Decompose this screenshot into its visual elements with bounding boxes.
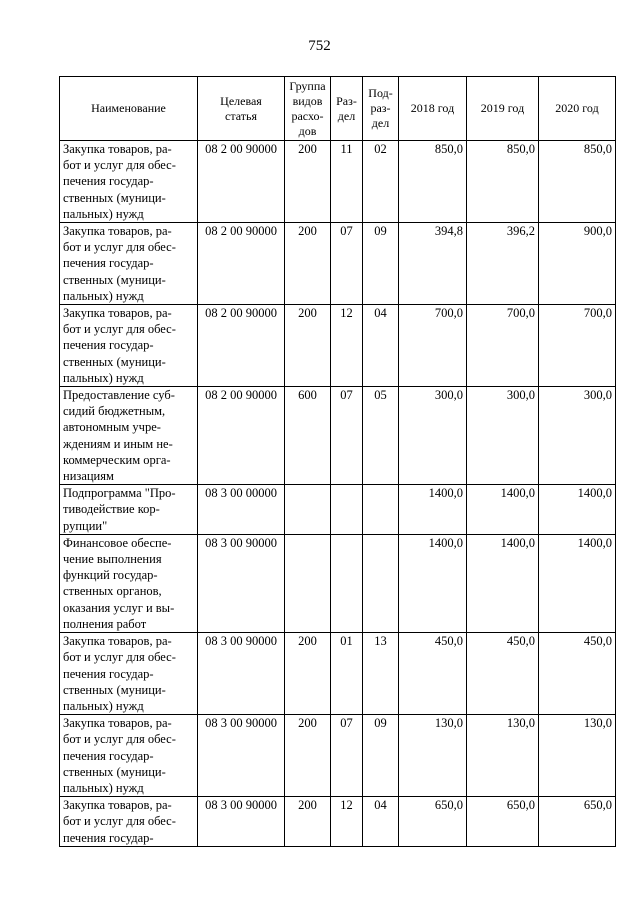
page-number: 752 (308, 38, 331, 54)
item-name-line: печения государ- (63, 174, 154, 189)
item-name-line: бот и услуг для обес- (63, 240, 176, 255)
subsection-cell: 13 (363, 633, 399, 715)
table-body (60, 141, 616, 847)
item-name-line: бот и услуг для обес- (63, 814, 176, 829)
header-line: расхо- (291, 108, 324, 123)
item-name-line: Закупка товаров, ра- (63, 224, 172, 239)
amount-2020-cell: 1400,0 (539, 534, 616, 632)
header-year-2018: 2018 год (399, 77, 467, 141)
subsection-cell: 05 (363, 387, 399, 485)
table-row (60, 387, 616, 485)
item-name-line: полнения работ (63, 616, 147, 631)
expense-group-cell: 200 (285, 797, 331, 847)
target-article-cell: 08 3 00 00000 (198, 485, 285, 535)
amount-2019-cell: 850,0 (467, 141, 539, 223)
item-name-line: ждениям и иным не- (63, 436, 173, 451)
amount-2019-cell: 130,0 (467, 715, 539, 797)
table-row (60, 534, 616, 632)
item-name-cell (60, 223, 198, 305)
header-line: видов (292, 93, 323, 108)
item-name-line: оказания услуг и вы- (63, 600, 175, 615)
target-article-cell: 08 2 00 90000 (198, 387, 285, 485)
item-name-cell (60, 305, 198, 387)
item-name-line: Финансовое обеспе- (63, 535, 172, 550)
item-name-line: ственных (муници- (63, 190, 166, 205)
expense-group-cell: 200 (285, 141, 331, 223)
header-year-2019: 2019 год (467, 77, 539, 141)
item-name-line: ственных органов, (63, 584, 162, 599)
header-line: дел (337, 108, 356, 123)
item-name-line: ственных (муници- (63, 354, 166, 369)
item-name-line: пальных) нужд (63, 288, 144, 303)
subsection-cell: 09 (363, 223, 399, 305)
budget-table (59, 76, 616, 847)
section-cell: 07 (331, 715, 363, 797)
item-name-line: низациям (63, 469, 114, 484)
item-name-line: чение выполнения (63, 552, 162, 567)
amount-2019-cell: 396,2 (467, 223, 539, 305)
expense-group-cell: 600 (285, 387, 331, 485)
amount-2020-cell: 130,0 (539, 715, 616, 797)
item-name-line: Закупка товаров, ра- (63, 142, 172, 156)
header-line: дел (371, 116, 390, 130)
item-name-line: рупции" (63, 518, 108, 533)
header-subsection (363, 77, 399, 141)
item-name-line: ственных (муници- (63, 272, 166, 287)
header-expense-group (285, 77, 331, 141)
section-cell: 01 (331, 633, 363, 715)
amount-2018-cell: 850,0 (399, 141, 467, 223)
subsection-cell (363, 534, 399, 632)
item-name-line: ственных (муници- (63, 764, 166, 779)
amount-2020-cell: 850,0 (539, 141, 616, 223)
item-name-line: сидий бюджетным, (63, 404, 166, 419)
amount-2020-cell: 900,0 (539, 223, 616, 305)
table-row (60, 715, 616, 797)
item-name-line: Закупка товаров, ра- (63, 306, 172, 321)
header-section (331, 77, 363, 141)
amount-2019-cell: 1400,0 (467, 534, 539, 632)
item-name-cell (60, 797, 198, 847)
item-name-line: бот и услуг для обес- (63, 650, 176, 665)
amount-2020-cell: 450,0 (539, 633, 616, 715)
item-name-line: Предоставление суб- (63, 388, 175, 403)
header-target-article (198, 77, 285, 141)
item-name-line: Подпрограмма "Про- (63, 486, 176, 501)
section-cell: 07 (331, 387, 363, 485)
item-name-line: функций государ- (63, 568, 158, 583)
amount-2019-cell: 300,0 (467, 387, 539, 485)
header-name: Наименование (60, 77, 198, 141)
item-name-line: пальных) нужд (63, 206, 144, 221)
item-name-line: бот и услуг для обес- (63, 732, 176, 747)
item-name-line: печения государ- (63, 666, 154, 681)
section-cell: 07 (331, 223, 363, 305)
header-line: Целевая (220, 93, 262, 108)
section-cell: 11 (331, 141, 363, 223)
header-line: Раз- (336, 93, 357, 108)
amount-2020-cell: 300,0 (539, 387, 616, 485)
item-name-cell (60, 485, 198, 535)
expense-group-cell: 200 (285, 223, 331, 305)
expense-group-cell (285, 485, 331, 535)
item-name-line: пальных) нужд (63, 698, 144, 713)
target-article-cell: 08 3 00 90000 (198, 797, 285, 847)
target-article-cell: 08 2 00 90000 (198, 141, 285, 223)
table-row (60, 141, 616, 223)
item-name-line: печения государ- (63, 830, 154, 845)
item-name-cell (60, 633, 198, 715)
item-name-line: пальных) нужд (63, 370, 144, 385)
item-name-cell (60, 141, 198, 223)
item-name-line: автономным учре- (63, 420, 161, 435)
target-article-cell: 08 2 00 90000 (198, 305, 285, 387)
item-name-line: ственных (муници- (63, 682, 166, 697)
section-cell (331, 534, 363, 632)
subsection-cell: 04 (363, 305, 399, 387)
amount-2018-cell: 450,0 (399, 633, 467, 715)
item-name-cell (60, 715, 198, 797)
amount-2020-cell: 650,0 (539, 797, 616, 847)
item-name-line: бот и услуг для обес- (63, 158, 176, 173)
item-name-line: пальных) нужд (63, 780, 144, 795)
section-cell: 12 (331, 305, 363, 387)
item-name-line: Закупка товаров, ра- (63, 634, 172, 649)
header-row (60, 77, 616, 141)
table-row (60, 305, 616, 387)
item-name-line: Закупка товаров, ра- (63, 716, 172, 731)
subsection-cell: 04 (363, 797, 399, 847)
amount-2020-cell: 1400,0 (539, 485, 616, 535)
table-row (60, 223, 616, 305)
amount-2018-cell: 300,0 (399, 387, 467, 485)
target-article-cell: 08 2 00 90000 (198, 223, 285, 305)
amount-2018-cell: 394,8 (399, 223, 467, 305)
amount-2018-cell: 1400,0 (399, 534, 467, 632)
target-article-cell: 08 3 00 90000 (198, 715, 285, 797)
subsection-cell: 02 (363, 141, 399, 223)
amount-2019-cell: 450,0 (467, 633, 539, 715)
item-name-line: печения государ- (63, 338, 154, 353)
amount-2018-cell: 1400,0 (399, 485, 467, 535)
amount-2020-cell: 700,0 (539, 305, 616, 387)
amount-2018-cell: 650,0 (399, 797, 467, 847)
table-row (60, 633, 616, 715)
item-name-cell (60, 534, 198, 632)
amount-2019-cell: 1400,0 (467, 485, 539, 535)
subsection-cell (363, 485, 399, 535)
item-name-line: Закупка товаров, ра- (63, 798, 172, 813)
section-cell: 12 (331, 797, 363, 847)
item-name-line: печения государ- (63, 256, 154, 271)
amount-2019-cell: 700,0 (467, 305, 539, 387)
header-year-2020: 2020 год (539, 77, 616, 141)
item-name-line: бот и услуг для обес- (63, 322, 176, 337)
target-article-cell: 08 3 00 90000 (198, 534, 285, 632)
item-name-line: коммерческим орга- (63, 452, 171, 467)
expense-group-cell: 200 (285, 305, 331, 387)
amount-2019-cell: 650,0 (467, 797, 539, 847)
expense-group-cell: 200 (285, 633, 331, 715)
subsection-cell: 09 (363, 715, 399, 797)
target-article-cell: 08 3 00 90000 (198, 633, 285, 715)
header-line: Под- (368, 86, 393, 100)
section-cell (331, 485, 363, 535)
item-name-line: тиводействие кор- (63, 502, 160, 517)
item-name-cell (60, 387, 198, 485)
header-line: дов (298, 123, 317, 138)
expense-group-cell: 200 (285, 715, 331, 797)
header-line: раз- (370, 101, 391, 115)
item-name-line: печения государ- (63, 748, 154, 763)
amount-2018-cell: 700,0 (399, 305, 467, 387)
expense-group-cell (285, 534, 331, 632)
table-row (60, 797, 616, 847)
header-line: статья (225, 108, 257, 123)
header-line: Группа (289, 78, 326, 93)
table-row (60, 485, 616, 535)
amount-2018-cell: 130,0 (399, 715, 467, 797)
